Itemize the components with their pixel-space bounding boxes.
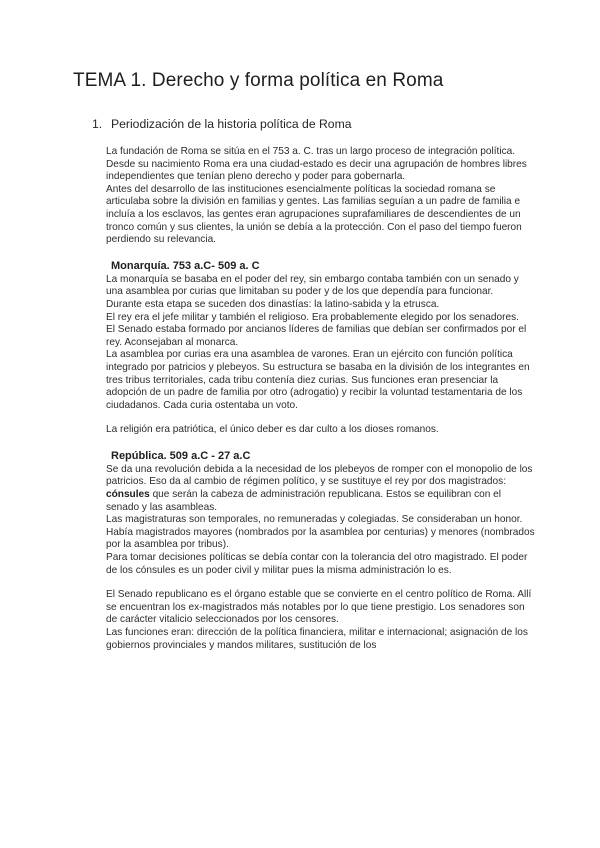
monarquia-heading: Monarquía. 753 a.C- 509 a. C [111, 259, 260, 272]
monarquia-paragraph: La asamblea por curias era una asamblea de varones. Eran un ejército con función política integrado por patricios y plebeyos. Su estructura se basaba en la división de los integrantes en tres tribus territoriales, cada tribu contenía diez curias. Sus funciones eran presenciar la adopción de un padre de familia por otro (adrogatio) y recibir la voluntad testamentaria de los ciudadanos. Cada curia ostentaba un voto. [106, 349, 530, 411]
monarquia-paragraph: Durante esta etapa se suceden dos dinastías: la latino-sabida y la etrusca. [106, 298, 440, 310]
section-heading [92, 117, 352, 131]
senado-paragraph: Las funciones eran: dirección de la política financiera, militar e internacional; asignación de los gobiernos provinciales y mandos militares, sustitución de los [106, 627, 528, 651]
intro-paragraph: Antes del desarrollo de las instituciones esencialmente políticas la sociedad romana se articulaba sobre la división en familias y gentes. Las familias seguían a un padre de familia e incluía a los esclavos, las gentes eran agrupaciones suprafamiliares de descendientes de un tronco común y sus clientes, la unión se debía a la protección. Con el paso del tiempo fueron perdiendo su relevancia. [106, 183, 522, 246]
republica-paragraph: Se da una revolución debida a la necesidad de los plebeyos de romper con el monopolio de los patricios. Eso da al cambio de régimen político, y se sustituye el rey por dos magistrados: cónsules que serán la cabeza de administración republicana. Estos se equilibran con el senado y las asambleas. [106, 463, 533, 513]
monarquia-paragraph: El rey era el jefe militar y también el religioso. Era probablemente elegido por los senadores. [106, 311, 519, 323]
monarquia-paragraph: La monarquía se basaba en el poder del rey, sin embargo contaba también con un senado y una asamblea por curias que limitaban su poder y de los que dependía para funcionar. [106, 273, 519, 298]
document-body [106, 146, 536, 652]
intro-paragraph: La fundación de Roma se sitúa en el 753 a. C. tras un largo proceso de integración política. Desde su nacimiento Roma era una ciudad-estado es decir una agrupación de hombres libres independientes que tenían pleno derecho y poder para gobernarla. [106, 146, 527, 183]
republica-paragraph: Había magistrados mayores (nombrados por la asamblea por centurias) y menores (nombrados por la asamblea por tribus). [106, 526, 535, 551]
republica-heading: República. 509 a.C - 27 a.C [111, 449, 251, 462]
section-title: Periodización de la historia política de Roma [111, 117, 352, 131]
senado-paragraph: El Senado republicano es el órgano estable que se convierte en el centro político de Roma. Allí se encuentran los ex-magistrados más notables por lo que tiene prestigio. Los senadores son de carácter vitalicio seleccionados por los censores. [106, 589, 532, 626]
section-number: 1. [92, 117, 103, 131]
monarquia-paragraph: El Senado estaba formado por ancianos líderes de familias que debían ser confirmados por el rey. Aconsejaban al monarca. [106, 324, 527, 348]
monarquia-religion-paragraph: La religión era patriótica, el único deber es dar culto a los dioses romanos. [106, 424, 439, 436]
consules-term: cónsules [106, 489, 150, 501]
page-title: TEMA 1. Derecho y forma política en Roma [73, 70, 444, 91]
republica-paragraph: Para tomar decisiones políticas se debía contar con la tolerancia del otro magistrado. El poder de los cónsules es un poder civil y militar pues la misma administración lo es. [106, 552, 528, 576]
republica-paragraph: Las magistraturas son temporales, no remuneradas y colegiadas. Se consideraban un honor. [106, 514, 523, 526]
